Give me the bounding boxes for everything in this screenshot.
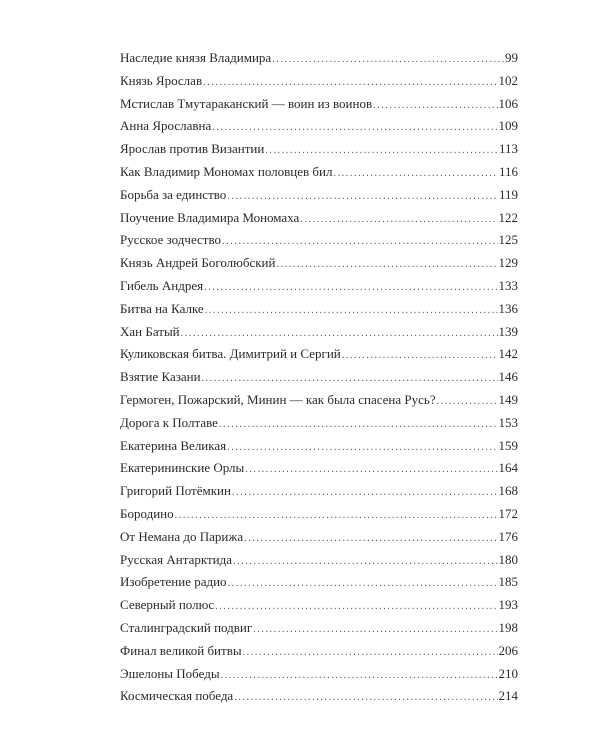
toc-entry-page-number: 125 (498, 232, 518, 248)
toc-entry-page-number: 122 (498, 209, 518, 225)
toc-dot-leader (227, 442, 497, 453)
toc-entry-page-number: 102 (498, 72, 518, 88)
toc-entry-title: Екатерининские Орлы (120, 460, 245, 476)
toc-entry (120, 164, 518, 187)
toc-entry-title: Русское зодчество (120, 232, 222, 248)
toc-entry-page-number: 198 (498, 619, 518, 635)
toc-entry-title: Дорога к Полтаве (120, 414, 218, 430)
toc-entry-title: Григорий Потёмкин (120, 483, 231, 499)
toc-entry-page-number: 129 (498, 255, 518, 271)
toc-entry-page-number: 113 (498, 141, 518, 157)
toc-entry (120, 460, 518, 483)
toc-dot-leader (227, 191, 498, 202)
toc-entry-page-number: 210 (498, 665, 518, 681)
toc-entry-page-number: 168 (498, 483, 518, 499)
toc-entry (120, 232, 518, 255)
toc-entry (120, 255, 518, 278)
toc-entry-page-number: 139 (498, 323, 518, 339)
toc-entry-title: Наследие князя Владимира (120, 50, 272, 65)
toc-dot-leader (333, 168, 498, 179)
toc-entry-title: Финал великой битвы (120, 642, 242, 658)
toc-entry (120, 187, 518, 210)
toc-dot-leader (234, 692, 497, 703)
toc-entry-title: Ярослав против Византии (120, 141, 265, 157)
toc-entry (120, 620, 518, 643)
toc-entry-page-number: 109 (498, 118, 518, 134)
toc-entry (120, 301, 518, 324)
toc-entry (120, 529, 518, 552)
toc-entry-page-number: 119 (498, 186, 518, 202)
toc-entry-page-number: 149 (498, 391, 518, 407)
toc-entry-title: Битва на Калке (120, 300, 204, 316)
toc-entry-page-number: 180 (498, 551, 518, 567)
toc-entry-title: Изобретение радио (120, 574, 227, 590)
toc-entry (120, 73, 518, 96)
toc-dot-leader (245, 464, 497, 475)
toc-entry-title: Северный полюс (120, 597, 215, 613)
toc-entry-page-number: 214 (498, 688, 518, 704)
toc-dot-leader (233, 556, 497, 567)
toc-dot-leader (222, 236, 497, 247)
toc-dot-leader (244, 533, 497, 544)
toc-entry (120, 50, 518, 73)
toc-entry (120, 574, 518, 597)
toc-entry-title: Русская Антарктида (120, 551, 233, 567)
toc-entry-title: Поучение Владимира Мономаха (120, 209, 300, 225)
toc-dot-leader (181, 328, 498, 339)
toc-entry-title: Князь Андрей Боголюбский (120, 255, 276, 271)
toc-entry-page-number: 193 (498, 597, 518, 613)
toc-entry (120, 118, 518, 141)
toc-entry-page-number: 99 (505, 50, 518, 65)
toc-dot-leader (228, 578, 498, 589)
toc-dot-leader (215, 601, 497, 612)
toc-entry (120, 552, 518, 575)
toc-dot-leader (221, 670, 498, 681)
toc-dot-leader (342, 350, 498, 361)
toc-entry-title: Эшелоны Победы (120, 665, 220, 681)
toc-dot-leader (203, 77, 497, 88)
toc-dot-leader (175, 510, 498, 521)
toc-entry-title: Борьба за единство (120, 186, 227, 202)
toc-dot-leader (373, 100, 497, 111)
toc-dot-leader (253, 624, 497, 635)
toc-entry (120, 438, 518, 461)
toc-dot-leader (272, 54, 504, 65)
toc-entry (120, 506, 518, 529)
toc-entry-title: Как Владимир Мономах половцев бил (120, 163, 333, 179)
toc-entry (120, 597, 518, 620)
toc-entry-page-number: 116 (498, 163, 518, 179)
toc-entry-title: Гермоген, Пожарский, Минин — как была спасена Русь? (120, 391, 436, 407)
toc-entry-page-number: 153 (498, 414, 518, 430)
toc-entry-title: Князь Ярослав (120, 72, 203, 88)
toc-entry (120, 688, 518, 711)
toc-dot-leader (232, 487, 498, 498)
toc-dot-leader (300, 214, 497, 225)
toc-entry (120, 643, 518, 666)
toc-entry (120, 483, 518, 506)
toc-entry (120, 141, 518, 164)
toc-entry-title: Екатерина Великая (120, 437, 227, 453)
toc-dot-leader (212, 122, 497, 133)
toc-entry (120, 666, 518, 689)
toc-entry (120, 324, 518, 347)
toc-entry (120, 369, 518, 392)
toc-entry-page-number: 172 (498, 505, 518, 521)
toc-entry-title: Гибель Андрея (120, 277, 204, 293)
toc-entry (120, 210, 518, 233)
toc-entry-page-number: 136 (498, 300, 518, 316)
table-of-contents (120, 50, 518, 711)
toc-entry-page-number: 142 (498, 346, 518, 362)
toc-dot-leader (265, 145, 498, 156)
toc-entry (120, 346, 518, 369)
toc-entry-title: Бородино (120, 505, 174, 521)
toc-entry-page-number: 133 (498, 277, 518, 293)
toc-entry (120, 415, 518, 438)
toc-entry-page-number: 206 (498, 642, 518, 658)
toc-entry-page-number: 146 (498, 369, 518, 385)
toc-entry (120, 392, 518, 415)
toc-entry-title: Космическая победа (120, 688, 234, 704)
toc-dot-leader (202, 373, 498, 384)
toc-entry-page-number: 164 (498, 460, 518, 476)
toc-entry-title: Мстислав Тмутараканский — воин из воинов (120, 95, 373, 111)
toc-entry-title: Куликовская битва. Димитрий и Сергий (120, 346, 341, 362)
toc-entry-page-number: 185 (498, 574, 518, 590)
toc-entry-page-number: 106 (498, 95, 518, 111)
toc-entry-page-number: 176 (498, 528, 518, 544)
toc-entry (120, 96, 518, 119)
toc-dot-leader (204, 282, 497, 293)
toc-dot-leader (243, 647, 498, 658)
toc-entry-title: Взятие Казани (120, 369, 201, 385)
toc-entry-page-number: 159 (498, 437, 518, 453)
toc-entry-title: Анна Ярославна (120, 118, 212, 134)
toc-entry (120, 278, 518, 301)
toc-dot-leader (205, 305, 498, 316)
toc-dot-leader (276, 259, 497, 270)
toc-entry-title: Хан Батый (120, 323, 180, 339)
toc-dot-leader (437, 396, 498, 407)
toc-dot-leader (219, 419, 498, 430)
toc-entry-title: Сталинградский подвиг (120, 619, 253, 635)
toc-entry-title: От Немана до Парижа (120, 528, 244, 544)
